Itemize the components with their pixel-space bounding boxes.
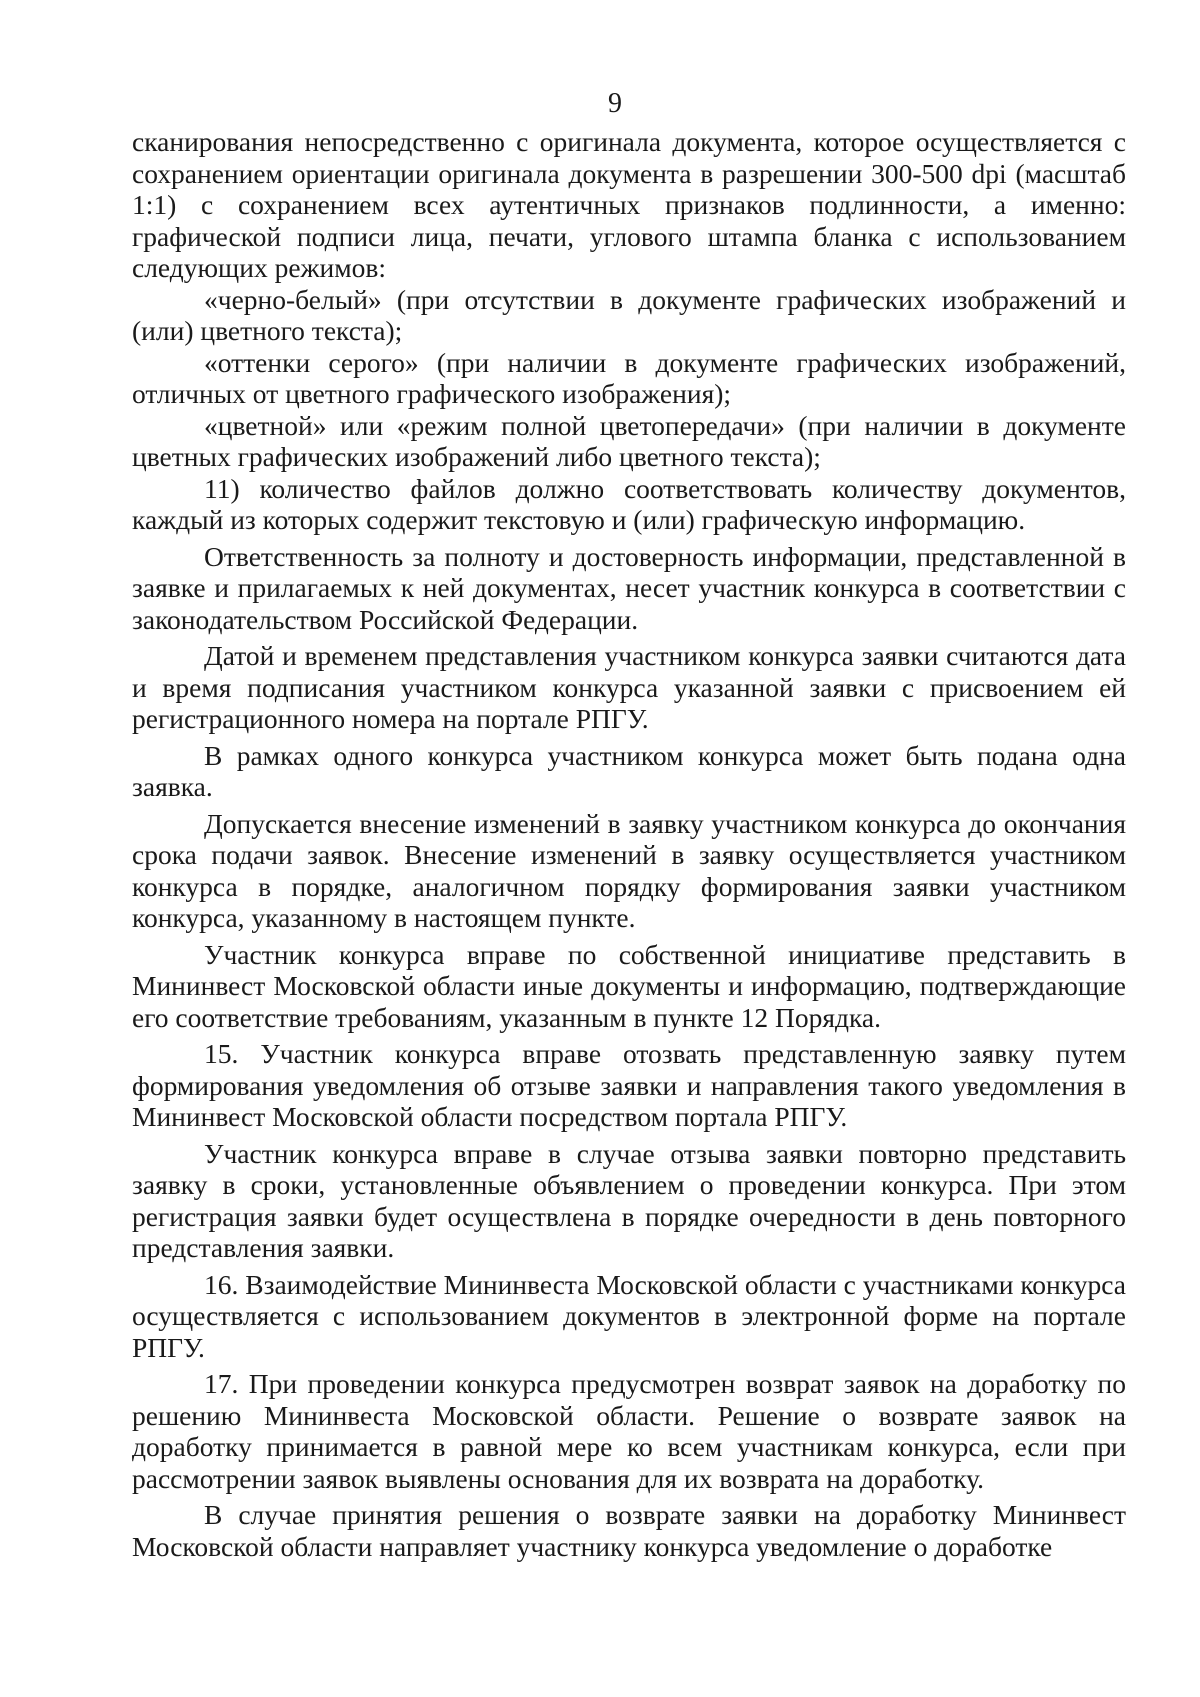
paragraph-item-15: 15. Участник конкурса вправе отозвать представленную заявку путем формирования уведомления об отзыве заявки и направления такого уведомления в Мининвест Московской области посредством портала РПГУ. xyxy=(132,1038,1126,1132)
document-body xyxy=(132,126,1126,1562)
paragraph-resubmission: Участник конкурса вправе в случае отзыва заявки повторно представить заявку в сроки, установленные объявлением о проведении конкурса. При этом регистрация заявки будет осуществлена в порядке очередности в день повторного представления заявки. xyxy=(132,1137,1126,1263)
paragraph-grayscale-mode: «оттенки серого» (при наличии в документе графических изображений, отличных от цветного графического изображения); xyxy=(132,346,1126,409)
paragraph-black-white-mode: «черно-белый» (при отсутствии в документе графических изображений и (или) цветного текста); xyxy=(132,283,1126,346)
paragraph-color-mode: «цветной» или «режим полной цветопередачи» (при наличии в документе цветных графических изображений либо цветного текста); xyxy=(132,409,1126,472)
page-number: 9 xyxy=(608,88,622,119)
paragraph-item-16: 16. Взаимодействие Мининвеста Московской области с участниками конкурса осуществляется с использованием документов в электронной форме на портале РПГУ. xyxy=(132,1268,1126,1363)
paragraph-item-11: 11) количество файлов должно соответствовать количеству документов, каждый из которых содержит текстовую и (или) графическую информацию. xyxy=(132,472,1126,535)
paragraph-submission-date: Датой и временем представления участником конкурса заявки считаются дата и время подписания участником конкурса указанной заявки с присвоением ей регистрационного номера на портале РПГУ. xyxy=(132,640,1126,734)
paragraph-additional-documents: Участник конкурса вправе по собственной инициативе представить в Мининвест Московской области иные документы и информацию, подтверждающие его соответствие требованиям, указанным в пункте 12 Порядка. xyxy=(132,938,1126,1033)
paragraph-item-17: 17. При проведении конкурса предусмотрен возврат заявок на доработку по решению Мининвеста Московской области. Решение о возврате заявок на доработку принимается в равной мере ко всем участникам конкурса, если при рассмотрении заявок выявлены основания для их возврата на доработку. xyxy=(132,1368,1126,1494)
paragraph-responsibility: Ответственность за полноту и достоверность информации, представленной в заявке и прилагаемых к ней документах, несет участник конкурса в соответствии с законодательством Российской Федерации. xyxy=(132,540,1126,635)
paragraph-one-application: В рамках одного конкурса участником конкурса может быть подана одна заявка. xyxy=(132,739,1126,802)
paragraph-amendments: Допускается внесение изменений в заявку участником конкурса до окончания срока подачи заявок. Внесение изменений в заявку осуществляется участником конкурса в порядке, аналогичном порядку формирования заявки участником конкурса, указанному в настоящем пункте. xyxy=(132,807,1126,933)
paragraph-return-notice: В случае принятия решения о возврате заявки на доработку Мининвест Московской области направляет участнику конкурса уведомление о доработке xyxy=(132,1499,1126,1562)
paragraph-scanning: сканирования непосредственно с оригинала документа, которое осуществляется с сохранением ориентации оригинала документа в разрешении 300-500 dpi (масштаб 1:1) с сохранением всех аутентичных признаков подлинности, а именно: графической подписи лица, печати, углового штампа бланка с использованием следующих режимов: xyxy=(132,126,1126,283)
